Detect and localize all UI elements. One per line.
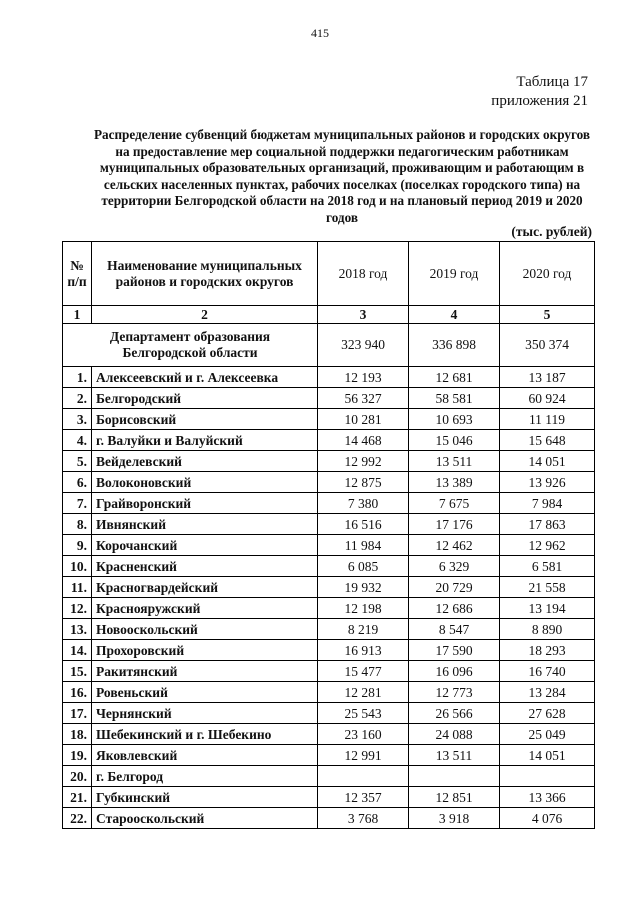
row-value-2020: 25 049 [500, 724, 595, 745]
row-value-2020: 13 926 [500, 472, 595, 493]
row-value-2020: 17 863 [500, 514, 595, 535]
appendix-table-label: Таблица 17 [516, 74, 588, 90]
row-value-2018: 10 281 [318, 409, 409, 430]
row-district-name: Грайворонский [92, 493, 318, 514]
row-value-2019: 17 176 [409, 514, 500, 535]
row-value-2019: 12 681 [409, 367, 500, 388]
row-district-name: Шебекинский и г. Шебекино [92, 724, 318, 745]
table-row [63, 661, 595, 682]
row-value-2020: 12 962 [500, 535, 595, 556]
row-number: 15. [63, 661, 92, 682]
row-district-name: Красненский [92, 556, 318, 577]
row-number: 7. [63, 493, 92, 514]
row-value-2018: 12 281 [318, 682, 409, 703]
row-value-2018: 8 219 [318, 619, 409, 640]
row-value-2020 [500, 766, 595, 787]
department-row [63, 324, 595, 367]
header-name: Наименование муниципальных районов и городских округов [92, 242, 318, 306]
row-value-2018 [318, 766, 409, 787]
department-2020: 350 374 [500, 324, 595, 367]
row-value-2019: 12 773 [409, 682, 500, 703]
header-number: № п/п [63, 242, 92, 306]
row-number: 21. [63, 787, 92, 808]
row-value-2020: 18 293 [500, 640, 595, 661]
row-value-2019: 12 462 [409, 535, 500, 556]
table-header-row [63, 242, 595, 306]
column-number: 1 [63, 306, 92, 324]
row-number: 22. [63, 808, 92, 829]
table-row [63, 367, 595, 388]
row-value-2018: 12 357 [318, 787, 409, 808]
table-row [63, 766, 595, 787]
table-row [63, 451, 595, 472]
table-row [63, 493, 595, 514]
table-row [63, 703, 595, 724]
row-value-2020: 11 119 [500, 409, 595, 430]
row-value-2019: 3 918 [409, 808, 500, 829]
row-value-2018: 6 085 [318, 556, 409, 577]
row-district-name: Ракитянский [92, 661, 318, 682]
table-row [63, 472, 595, 493]
row-number: 14. [63, 640, 92, 661]
row-number: 9. [63, 535, 92, 556]
row-value-2018: 19 932 [318, 577, 409, 598]
row-value-2019: 12 686 [409, 598, 500, 619]
row-district-name: Вейделевский [92, 451, 318, 472]
document-title: Распределение субвенций бюджетам муниципальных районов и городских округов на предоставление мер социальной поддержки педагогическим работникам муниципальных образовательных организаций, проживающим и работающим в сельских населенных пунктах, рабочих поселках (поселках городского типа) на территории Белгородской области на 2018 год и на плановый период 2019 и 2020 годов [93, 127, 591, 225]
department-name: Департамент образования Белгородской области [63, 324, 318, 367]
column-numbers-row [63, 306, 595, 324]
row-value-2018: 7 380 [318, 493, 409, 514]
row-value-2019: 26 566 [409, 703, 500, 724]
row-value-2018: 12 992 [318, 451, 409, 472]
row-value-2020: 15 648 [500, 430, 595, 451]
table-row [63, 745, 595, 766]
table-row [63, 514, 595, 535]
row-value-2020: 13 187 [500, 367, 595, 388]
row-number: 20. [63, 766, 92, 787]
row-value-2019: 20 729 [409, 577, 500, 598]
row-number: 11. [63, 577, 92, 598]
row-value-2020: 8 890 [500, 619, 595, 640]
table-row [63, 724, 595, 745]
row-value-2019 [409, 766, 500, 787]
table-row [63, 640, 595, 661]
department-2018: 323 940 [318, 324, 409, 367]
row-number: 13. [63, 619, 92, 640]
row-value-2019: 13 511 [409, 745, 500, 766]
row-value-2020: 13 366 [500, 787, 595, 808]
table-row [63, 787, 595, 808]
row-value-2019: 17 590 [409, 640, 500, 661]
column-number: 5 [500, 306, 595, 324]
row-district-name: Борисовский [92, 409, 318, 430]
row-value-2018: 12 875 [318, 472, 409, 493]
row-value-2019: 15 046 [409, 430, 500, 451]
row-value-2019: 7 675 [409, 493, 500, 514]
row-value-2018: 12 198 [318, 598, 409, 619]
row-value-2020: 14 051 [500, 745, 595, 766]
row-value-2020: 14 051 [500, 451, 595, 472]
row-value-2018: 15 477 [318, 661, 409, 682]
row-value-2018: 14 468 [318, 430, 409, 451]
row-number: 5. [63, 451, 92, 472]
row-number: 10. [63, 556, 92, 577]
row-district-name: Чернянский [92, 703, 318, 724]
row-value-2019: 12 851 [409, 787, 500, 808]
row-number: 16. [63, 682, 92, 703]
row-district-name: г. Валуйки и Валуйский [92, 430, 318, 451]
row-number: 18. [63, 724, 92, 745]
row-value-2018: 25 543 [318, 703, 409, 724]
row-district-name: Старооскольский [92, 808, 318, 829]
row-district-name: Ивнянский [92, 514, 318, 535]
row-district-name: Ровеньский [92, 682, 318, 703]
row-value-2020: 27 628 [500, 703, 595, 724]
row-district-name: Краснояружский [92, 598, 318, 619]
row-value-2018: 56 327 [318, 388, 409, 409]
row-value-2019: 58 581 [409, 388, 500, 409]
row-value-2020: 13 194 [500, 598, 595, 619]
row-number: 19. [63, 745, 92, 766]
row-value-2019: 8 547 [409, 619, 500, 640]
table-row [63, 598, 595, 619]
row-value-2018: 11 984 [318, 535, 409, 556]
row-value-2020: 16 740 [500, 661, 595, 682]
row-number: 17. [63, 703, 92, 724]
row-district-name: Яковлевский [92, 745, 318, 766]
row-district-name: г. Белгород [92, 766, 318, 787]
row-value-2019: 13 389 [409, 472, 500, 493]
row-value-2019: 13 511 [409, 451, 500, 472]
row-value-2019: 6 329 [409, 556, 500, 577]
row-value-2018: 16 913 [318, 640, 409, 661]
subventions-table [62, 241, 595, 829]
table-row [63, 619, 595, 640]
header-2019: 2019 год [409, 242, 500, 306]
row-district-name: Белгородский [92, 388, 318, 409]
row-number: 8. [63, 514, 92, 535]
row-district-name: Волоконовский [92, 472, 318, 493]
row-number: 12. [63, 598, 92, 619]
table-row [63, 535, 595, 556]
row-district-name: Алексеевский и г. Алексеевка [92, 367, 318, 388]
column-number: 3 [318, 306, 409, 324]
row-district-name: Новооскольский [92, 619, 318, 640]
header-2020: 2020 год [500, 242, 595, 306]
table-row [63, 409, 595, 430]
row-value-2018: 3 768 [318, 808, 409, 829]
row-value-2020: 6 581 [500, 556, 595, 577]
row-district-name: Прохоровский [92, 640, 318, 661]
header-2018: 2018 год [318, 242, 409, 306]
row-value-2020: 21 558 [500, 577, 595, 598]
row-district-name: Красногвардейский [92, 577, 318, 598]
table-row [63, 577, 595, 598]
row-value-2019: 16 096 [409, 661, 500, 682]
row-value-2020: 7 984 [500, 493, 595, 514]
column-number: 2 [92, 306, 318, 324]
row-number: 4. [63, 430, 92, 451]
row-value-2019: 10 693 [409, 409, 500, 430]
row-value-2018: 12 193 [318, 367, 409, 388]
row-number: 3. [63, 409, 92, 430]
row-number: 1. [63, 367, 92, 388]
row-value-2018: 16 516 [318, 514, 409, 535]
appendix-reference [491, 73, 588, 111]
page-number: 415 [311, 26, 329, 40]
column-number: 4 [409, 306, 500, 324]
units-label: (тыс. рублей) [511, 224, 592, 239]
row-number: 6. [63, 472, 92, 493]
row-value-2020: 13 284 [500, 682, 595, 703]
row-district-name: Губкинский [92, 787, 318, 808]
row-value-2018: 23 160 [318, 724, 409, 745]
row-value-2020: 4 076 [500, 808, 595, 829]
row-value-2018: 12 991 [318, 745, 409, 766]
appendix-annex-label: приложения 21 [491, 93, 588, 109]
table-row [63, 808, 595, 829]
row-district-name: Корочанский [92, 535, 318, 556]
department-2019: 336 898 [409, 324, 500, 367]
table-row [63, 388, 595, 409]
row-value-2020: 60 924 [500, 388, 595, 409]
row-number: 2. [63, 388, 92, 409]
table-row [63, 556, 595, 577]
table-row [63, 682, 595, 703]
row-value-2019: 24 088 [409, 724, 500, 745]
table-row [63, 430, 595, 451]
